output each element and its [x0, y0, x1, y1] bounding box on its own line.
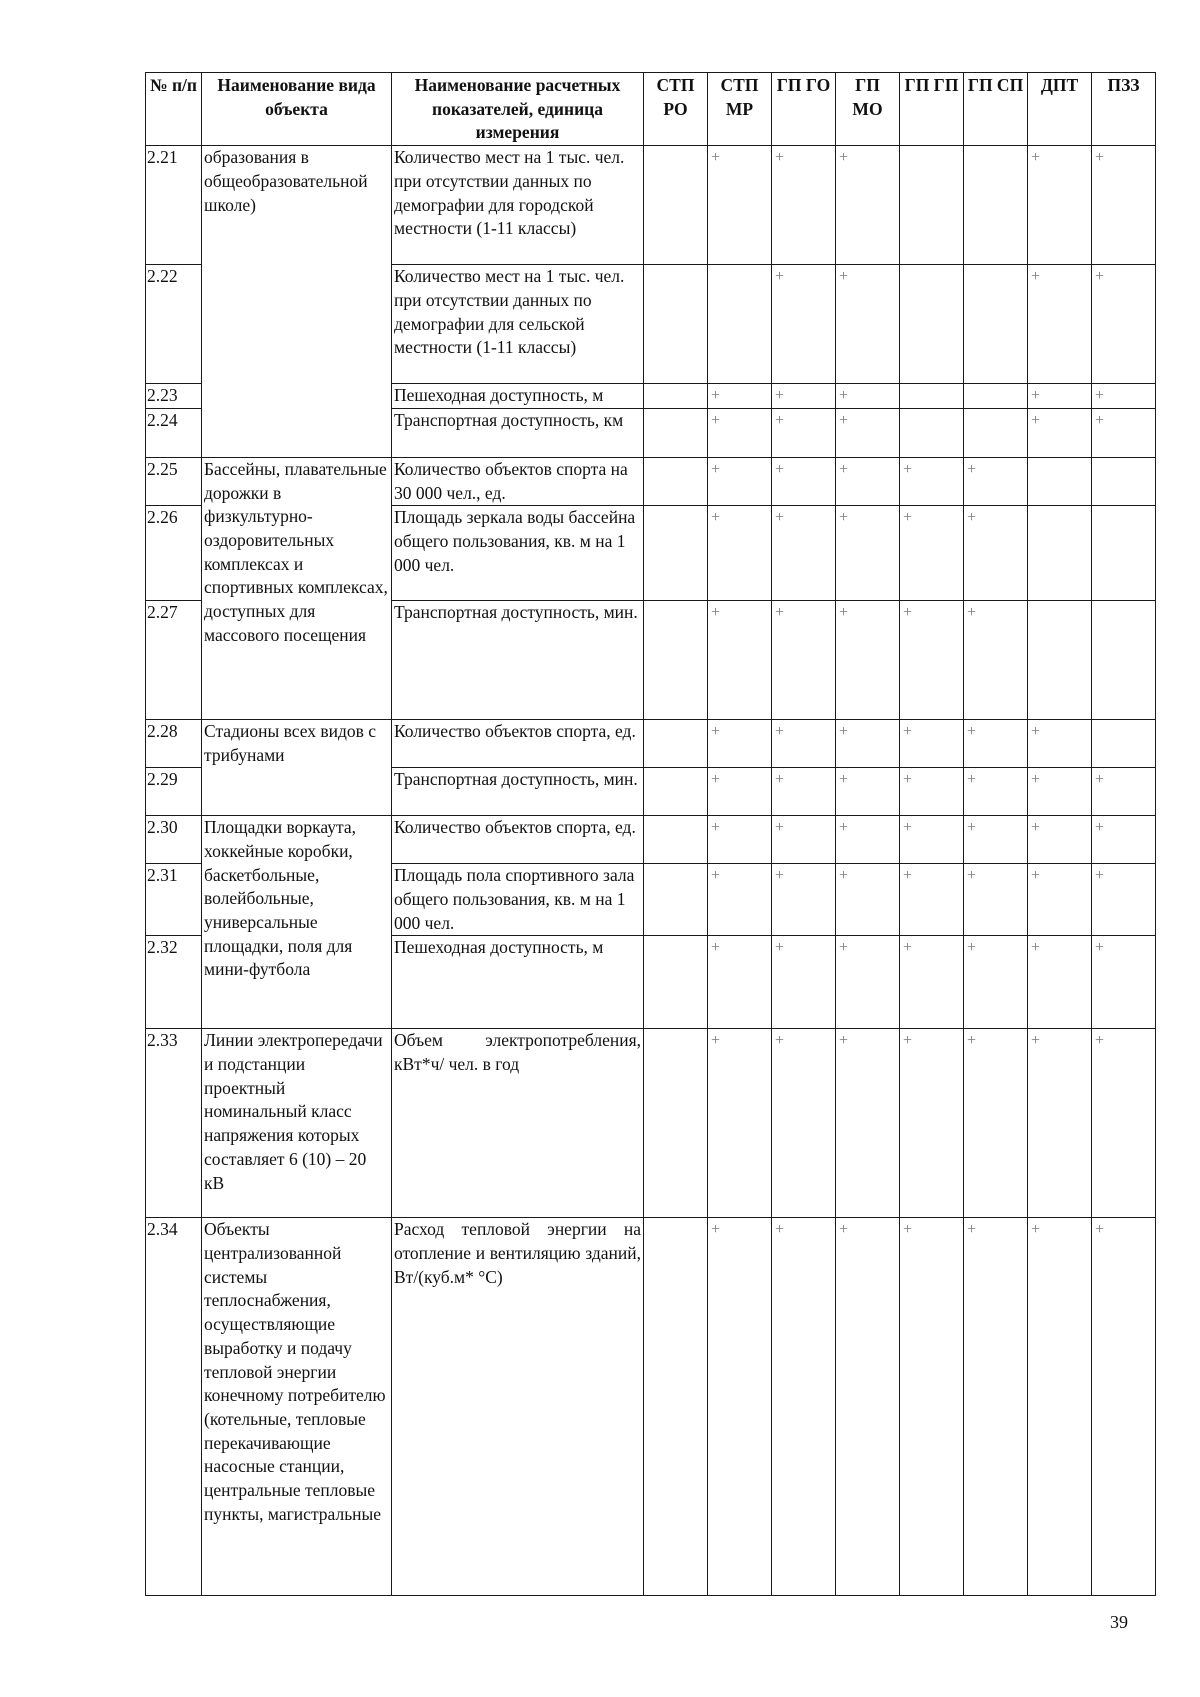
- indicator-cell: Количество мест на 1 тыс. чел. при отсутствии данных по демографии для городской местности (1-11 классы): [392, 146, 644, 265]
- mark-stp-mr: +: [708, 384, 772, 409]
- mark-dpt: +: [1028, 384, 1092, 409]
- header-gp-gp: ГП ГП: [900, 73, 964, 146]
- mark-stp-ro: [644, 816, 708, 864]
- indicator-cell: Расход тепловой энергии на отопление и вентиляцию зданий, Вт/(куб.м* °С): [392, 1218, 644, 1596]
- mark-stp-ro: [644, 864, 708, 936]
- mark-gp-mo: +: [836, 457, 900, 505]
- mark-stp-ro: [644, 936, 708, 1029]
- object-type-cell: Бассейны, плавательные дорожки в физкультурно-оздоровительных комплексах и спортивных комплексах, доступных для массового посещения: [202, 457, 392, 719]
- mark-stp-mr: +: [708, 936, 772, 1029]
- mark-gp-sp: +: [964, 506, 1028, 601]
- mark-gp-mo: +: [836, 384, 900, 409]
- mark-stp-mr: +: [708, 1218, 772, 1596]
- mark-pzz: +: [1092, 384, 1156, 409]
- mark-pzz: [1092, 506, 1156, 601]
- mark-gp-gp: [900, 384, 964, 409]
- mark-gp-gp: +: [900, 720, 964, 768]
- mark-gp-gp: +: [900, 816, 964, 864]
- mark-gp-mo: +: [836, 265, 900, 384]
- mark-dpt: +: [1028, 864, 1092, 936]
- mark-gp-mo: +: [836, 816, 900, 864]
- mark-gp-gp: [900, 265, 964, 384]
- mark-gp-gp: +: [900, 864, 964, 936]
- mark-stp-ro: [644, 601, 708, 720]
- mark-dpt: +: [1028, 936, 1092, 1029]
- mark-gp-sp: +: [964, 457, 1028, 505]
- mark-pzz: +: [1092, 936, 1156, 1029]
- mark-gp-sp: +: [964, 601, 1028, 720]
- mark-gp-gp: +: [900, 1029, 964, 1218]
- mark-gp-sp: [964, 384, 1028, 409]
- mark-stp-ro: [644, 720, 708, 768]
- mark-pzz: [1092, 601, 1156, 720]
- row-number: 2.24: [146, 408, 202, 457]
- mark-gp-mo: +: [836, 506, 900, 601]
- mark-gp-go: +: [772, 384, 836, 409]
- indicator-cell: Пешеходная доступность, м: [392, 384, 644, 409]
- indicator-cell: Пешеходная доступность, м: [392, 936, 644, 1029]
- header-pzz: ПЗЗ: [1092, 73, 1156, 146]
- mark-pzz: +: [1092, 816, 1156, 864]
- mark-gp-go: +: [772, 265, 836, 384]
- row-number: 2.25: [146, 457, 202, 505]
- mark-gp-go: +: [772, 768, 836, 816]
- mark-stp-mr: +: [708, 457, 772, 505]
- row-number: 2.23: [146, 384, 202, 409]
- mark-stp-ro: [644, 384, 708, 409]
- row-number: 2.26: [146, 506, 202, 601]
- mark-gp-sp: +: [964, 1218, 1028, 1596]
- mark-gp-go: +: [772, 720, 836, 768]
- mark-gp-mo: +: [836, 408, 900, 457]
- mark-gp-sp: +: [964, 720, 1028, 768]
- mark-gp-sp: [964, 408, 1028, 457]
- mark-pzz: +: [1092, 265, 1156, 384]
- mark-gp-mo: +: [836, 864, 900, 936]
- table-row: [146, 1029, 1156, 1218]
- mark-dpt: +: [1028, 146, 1092, 265]
- row-number: 2.33: [146, 1029, 202, 1218]
- mark-stp-mr: +: [708, 864, 772, 936]
- mark-gp-sp: +: [964, 936, 1028, 1029]
- page-number: 39: [1110, 1612, 1128, 1632]
- mark-gp-mo: +: [836, 768, 900, 816]
- header-indicator: Наименование расчетных показателей, единица измерения: [392, 73, 644, 146]
- mark-pzz: [1092, 720, 1156, 768]
- mark-pzz: +: [1092, 408, 1156, 457]
- row-number: 2.30: [146, 816, 202, 864]
- mark-stp-mr: +: [708, 720, 772, 768]
- header-stp-ro: СТП РО: [644, 73, 708, 146]
- object-type-cell: Линии электропередачи и подстанции проектный номинальный класс напряжения которых составляет 6 (10) – 20 кВ: [202, 1029, 392, 1218]
- indicator-cell: Транспортная доступность, мин.: [392, 601, 644, 720]
- mark-gp-go: +: [772, 816, 836, 864]
- mark-gp-mo: +: [836, 601, 900, 720]
- mark-gp-mo: +: [836, 1029, 900, 1218]
- indicator-cell: Количество объектов спорта, ед.: [392, 816, 644, 864]
- mark-gp-go: +: [772, 936, 836, 1029]
- mark-gp-sp: +: [964, 816, 1028, 864]
- object-type-cell: образования в общеобразовательной школе): [202, 146, 392, 458]
- mark-gp-sp: +: [964, 864, 1028, 936]
- mark-gp-gp: +: [900, 506, 964, 601]
- mark-gp-sp: [964, 146, 1028, 265]
- row-number: 2.21: [146, 146, 202, 265]
- mark-stp-mr: +: [708, 146, 772, 265]
- header-gp-sp: ГП СП: [964, 73, 1028, 146]
- mark-gp-go: +: [772, 408, 836, 457]
- mark-stp-ro: [644, 408, 708, 457]
- mark-gp-gp: [900, 408, 964, 457]
- mark-gp-mo: +: [836, 146, 900, 265]
- mark-gp-mo: +: [836, 720, 900, 768]
- mark-gp-go: +: [772, 1218, 836, 1596]
- mark-gp-sp: [964, 265, 1028, 384]
- mark-gp-gp: +: [900, 1218, 964, 1596]
- indicator-cell: Площадь пола спортивного зала общего пользования, кв. м на 1 000 чел.: [392, 864, 644, 936]
- mark-gp-sp: +: [964, 1029, 1028, 1218]
- mark-stp-ro: [644, 1029, 708, 1218]
- mark-stp-mr: +: [708, 1029, 772, 1218]
- header-gp-go: ГП ГО: [772, 73, 836, 146]
- mark-gp-go: +: [772, 601, 836, 720]
- table-row: [146, 720, 1156, 768]
- mark-gp-go: +: [772, 506, 836, 601]
- indicator-cell: Количество объектов спорта на 30 000 чел., ед.: [392, 457, 644, 505]
- object-type-cell: Объекты централизованной системы теплоснабжения, осуществляющие выработку и подачу тепловой энергии конечному потребителю (котельные, тепловые перекачивающие насосные станции, центральные тепловые пункты, магистральные: [202, 1218, 392, 1596]
- mark-gp-mo: +: [836, 1218, 900, 1596]
- indicator-cell: Транспортная доступность, мин.: [392, 768, 644, 816]
- mark-gp-gp: +: [900, 601, 964, 720]
- mark-stp-mr: +: [708, 601, 772, 720]
- header-dpt: ДПТ: [1028, 73, 1092, 146]
- mark-dpt: +: [1028, 720, 1092, 768]
- mark-pzz: +: [1092, 768, 1156, 816]
- mark-pzz: +: [1092, 1218, 1156, 1596]
- mark-gp-go: +: [772, 146, 836, 265]
- row-number: 2.28: [146, 720, 202, 768]
- mark-dpt: [1028, 457, 1092, 505]
- mark-gp-gp: +: [900, 457, 964, 505]
- mark-stp-mr: +: [708, 506, 772, 601]
- mark-gp-sp: +: [964, 768, 1028, 816]
- row-number: 2.34: [146, 1218, 202, 1596]
- mark-gp-gp: [900, 146, 964, 265]
- mark-dpt: +: [1028, 768, 1092, 816]
- mark-stp-ro: [644, 265, 708, 384]
- row-number: 2.32: [146, 936, 202, 1029]
- object-type-cell: Площадки воркаута, хоккейные коробки, баскетбольные, волейбольные, универсальные площадки, поля для мини-футбола: [202, 816, 392, 1029]
- row-number: 2.29: [146, 768, 202, 816]
- mark-dpt: [1028, 506, 1092, 601]
- table-row: [146, 146, 1156, 265]
- mark-gp-go: +: [772, 864, 836, 936]
- header-object-type: Наименование вида объекта: [202, 73, 392, 146]
- header-stp-mr: СТП МР: [708, 73, 772, 146]
- indicator-cell: Объем электропотребления, кВт*ч/ чел. в год: [392, 1029, 644, 1218]
- indicator-cell: Количество объектов спорта, ед.: [392, 720, 644, 768]
- mark-stp-mr: +: [708, 816, 772, 864]
- mark-gp-go: +: [772, 457, 836, 505]
- mark-gp-gp: +: [900, 936, 964, 1029]
- indicators-table: [145, 72, 1156, 1596]
- mark-dpt: +: [1028, 1029, 1092, 1218]
- mark-gp-go: +: [772, 1029, 836, 1218]
- mark-dpt: +: [1028, 816, 1092, 864]
- mark-stp-ro: [644, 506, 708, 601]
- mark-pzz: +: [1092, 864, 1156, 936]
- mark-dpt: +: [1028, 1218, 1092, 1596]
- mark-stp-mr: +: [708, 768, 772, 816]
- mark-stp-ro: [644, 146, 708, 265]
- table-row: [146, 457, 1156, 505]
- mark-stp-mr: +: [708, 408, 772, 457]
- header-gp-mo: ГП МО: [836, 73, 900, 146]
- table-row: [146, 816, 1156, 864]
- mark-pzz: +: [1092, 1029, 1156, 1218]
- row-number: 2.31: [146, 864, 202, 936]
- mark-dpt: [1028, 601, 1092, 720]
- mark-pzz: +: [1092, 146, 1156, 265]
- mark-dpt: +: [1028, 265, 1092, 384]
- mark-stp-ro: [644, 457, 708, 505]
- header-number: № п/п: [146, 73, 202, 146]
- mark-gp-gp: +: [900, 768, 964, 816]
- header-row: [146, 73, 1156, 146]
- indicator-cell: Площадь зеркала воды бассейна общего пользования, кв. м на 1 000 чел.: [392, 506, 644, 601]
- indicator-cell: Количество мест на 1 тыс. чел. при отсутствии данных по демографии для сельской местности (1-11 классы): [392, 265, 644, 384]
- mark-pzz: [1092, 457, 1156, 505]
- mark-gp-mo: +: [836, 936, 900, 1029]
- mark-stp-ro: [644, 1218, 708, 1596]
- mark-dpt: +: [1028, 408, 1092, 457]
- table-row: [146, 1218, 1156, 1596]
- indicator-cell: Транспортная доступность, км: [392, 408, 644, 457]
- mark-stp-mr: [708, 265, 772, 384]
- row-number: 2.22: [146, 265, 202, 384]
- row-number: 2.27: [146, 601, 202, 720]
- mark-stp-ro: [644, 768, 708, 816]
- object-type-cell: Стадионы всех видов с трибунами: [202, 720, 392, 816]
